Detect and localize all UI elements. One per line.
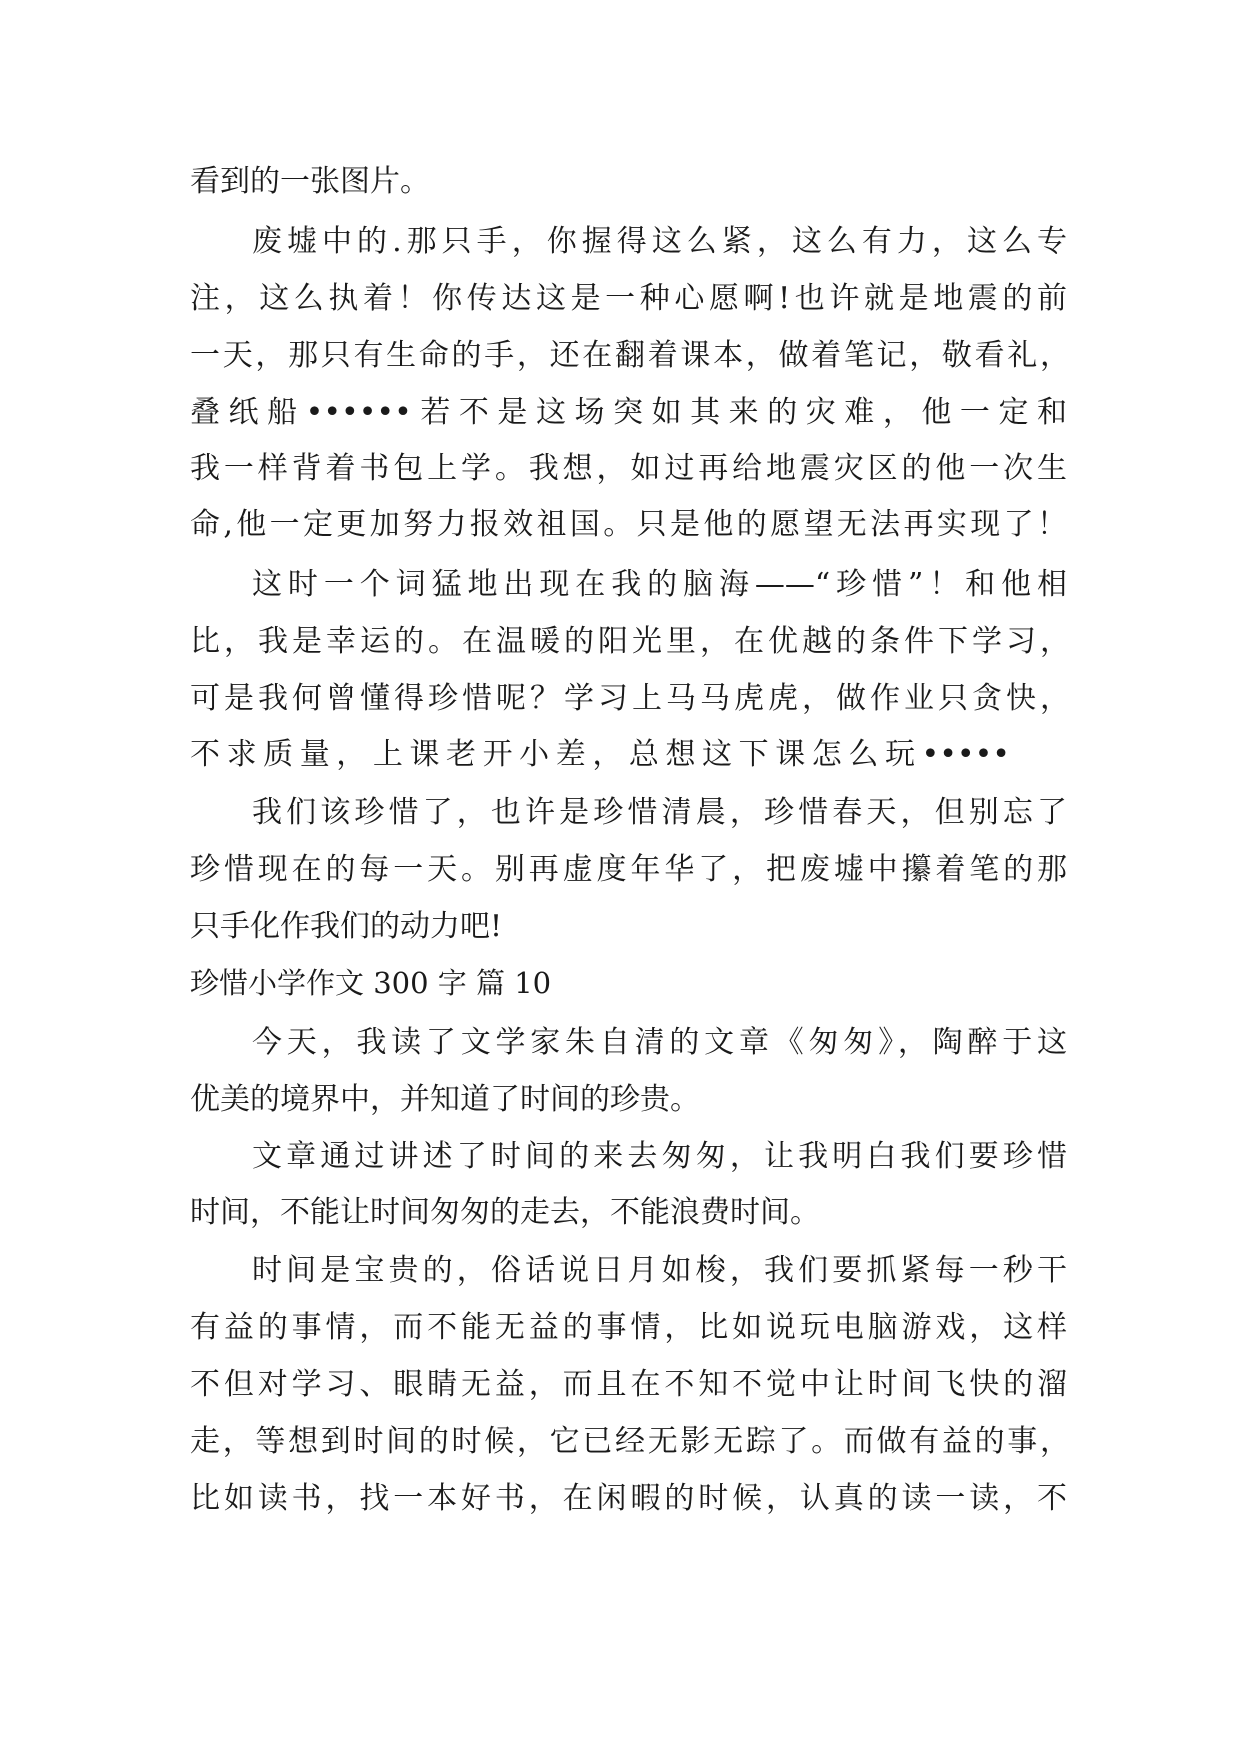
- text-line: 有益的事情，而不能无益的事情，比如说玩电脑游戏，这样: [190, 1310, 1067, 1345]
- paragraph-first-line: 今天，我读了文学家朱自清的文章《匆匆》，陶醉于这: [252, 1025, 1067, 1060]
- text-line: 时间，不能让时间匆匆的走去，不能浪费时间。: [190, 1195, 820, 1230]
- text-line: 叠纸船••••••若不是这场突如其来的灾难，他一定和: [190, 395, 1067, 430]
- text-line: 看到的一张图片。: [190, 164, 430, 199]
- text-line: 比，我是幸运的。在温暖的阳光里，在优越的条件下学习，: [190, 624, 1070, 659]
- paragraph-first-line: 文章通过讲述了时间的来去匆匆，让我明白我们要珍惜: [252, 1139, 1067, 1174]
- paragraph-first-line: 这时一个词猛地出现在我的脑海——“珍惜”！和他相: [252, 567, 1067, 602]
- paragraph-first-line: 时间是宝贵的，俗话说日月如梭，我们要抓紧每一秒干: [252, 1253, 1067, 1288]
- text-line: 命,他一定更加努力报效祖国。只是他的愿望无法再实现了！: [190, 507, 1067, 542]
- text-line: 一天，那只有生命的手，还在翻着课本，做着笔记，敬看礼，: [190, 338, 1070, 373]
- paragraph-first-line: 废墟中的.那只手，你握得这么紧，这么有力，这么专: [252, 224, 1067, 259]
- text-line: 走，等想到时间的时候，它已经无影无踪了。而做有益的事，: [190, 1424, 1070, 1459]
- text-line: 珍惜现在的每一天。别再虚度年华了，把废墟中攥着笔的那: [190, 852, 1067, 887]
- text-line: 不求质量，上课老开小差，总想这下课怎么玩•••••: [190, 737, 1010, 772]
- text-line: 优美的境界中，并知道了时间的珍贵。: [190, 1082, 700, 1117]
- paragraph-first-line: 我们该珍惜了，也许是珍惜清晨，珍惜春天，但别忘了: [252, 795, 1067, 830]
- section-heading: 珍惜小学作文 300 字 篇 10: [190, 966, 552, 1000]
- text-line: 只手化作我们的动力吧!: [190, 909, 503, 944]
- text-line: 不但对学习、眼睛无益，而且在不知不觉中让时间飞快的溜: [190, 1367, 1067, 1402]
- text-line: 比如读书，找一本好书，在闲暇的时候，认真的读一读，不: [190, 1481, 1067, 1516]
- text-line: 注，这么执着！你传达这是一种心愿啊!也许就是地震的前: [190, 281, 1067, 316]
- text-line: 我一样背着书包上学。我想，如过再给地震灾区的他一次生: [190, 451, 1067, 486]
- text-line: 可是我何曾懂得珍惜呢？学习上马马虎虎，做作业只贪快，: [190, 681, 1070, 716]
